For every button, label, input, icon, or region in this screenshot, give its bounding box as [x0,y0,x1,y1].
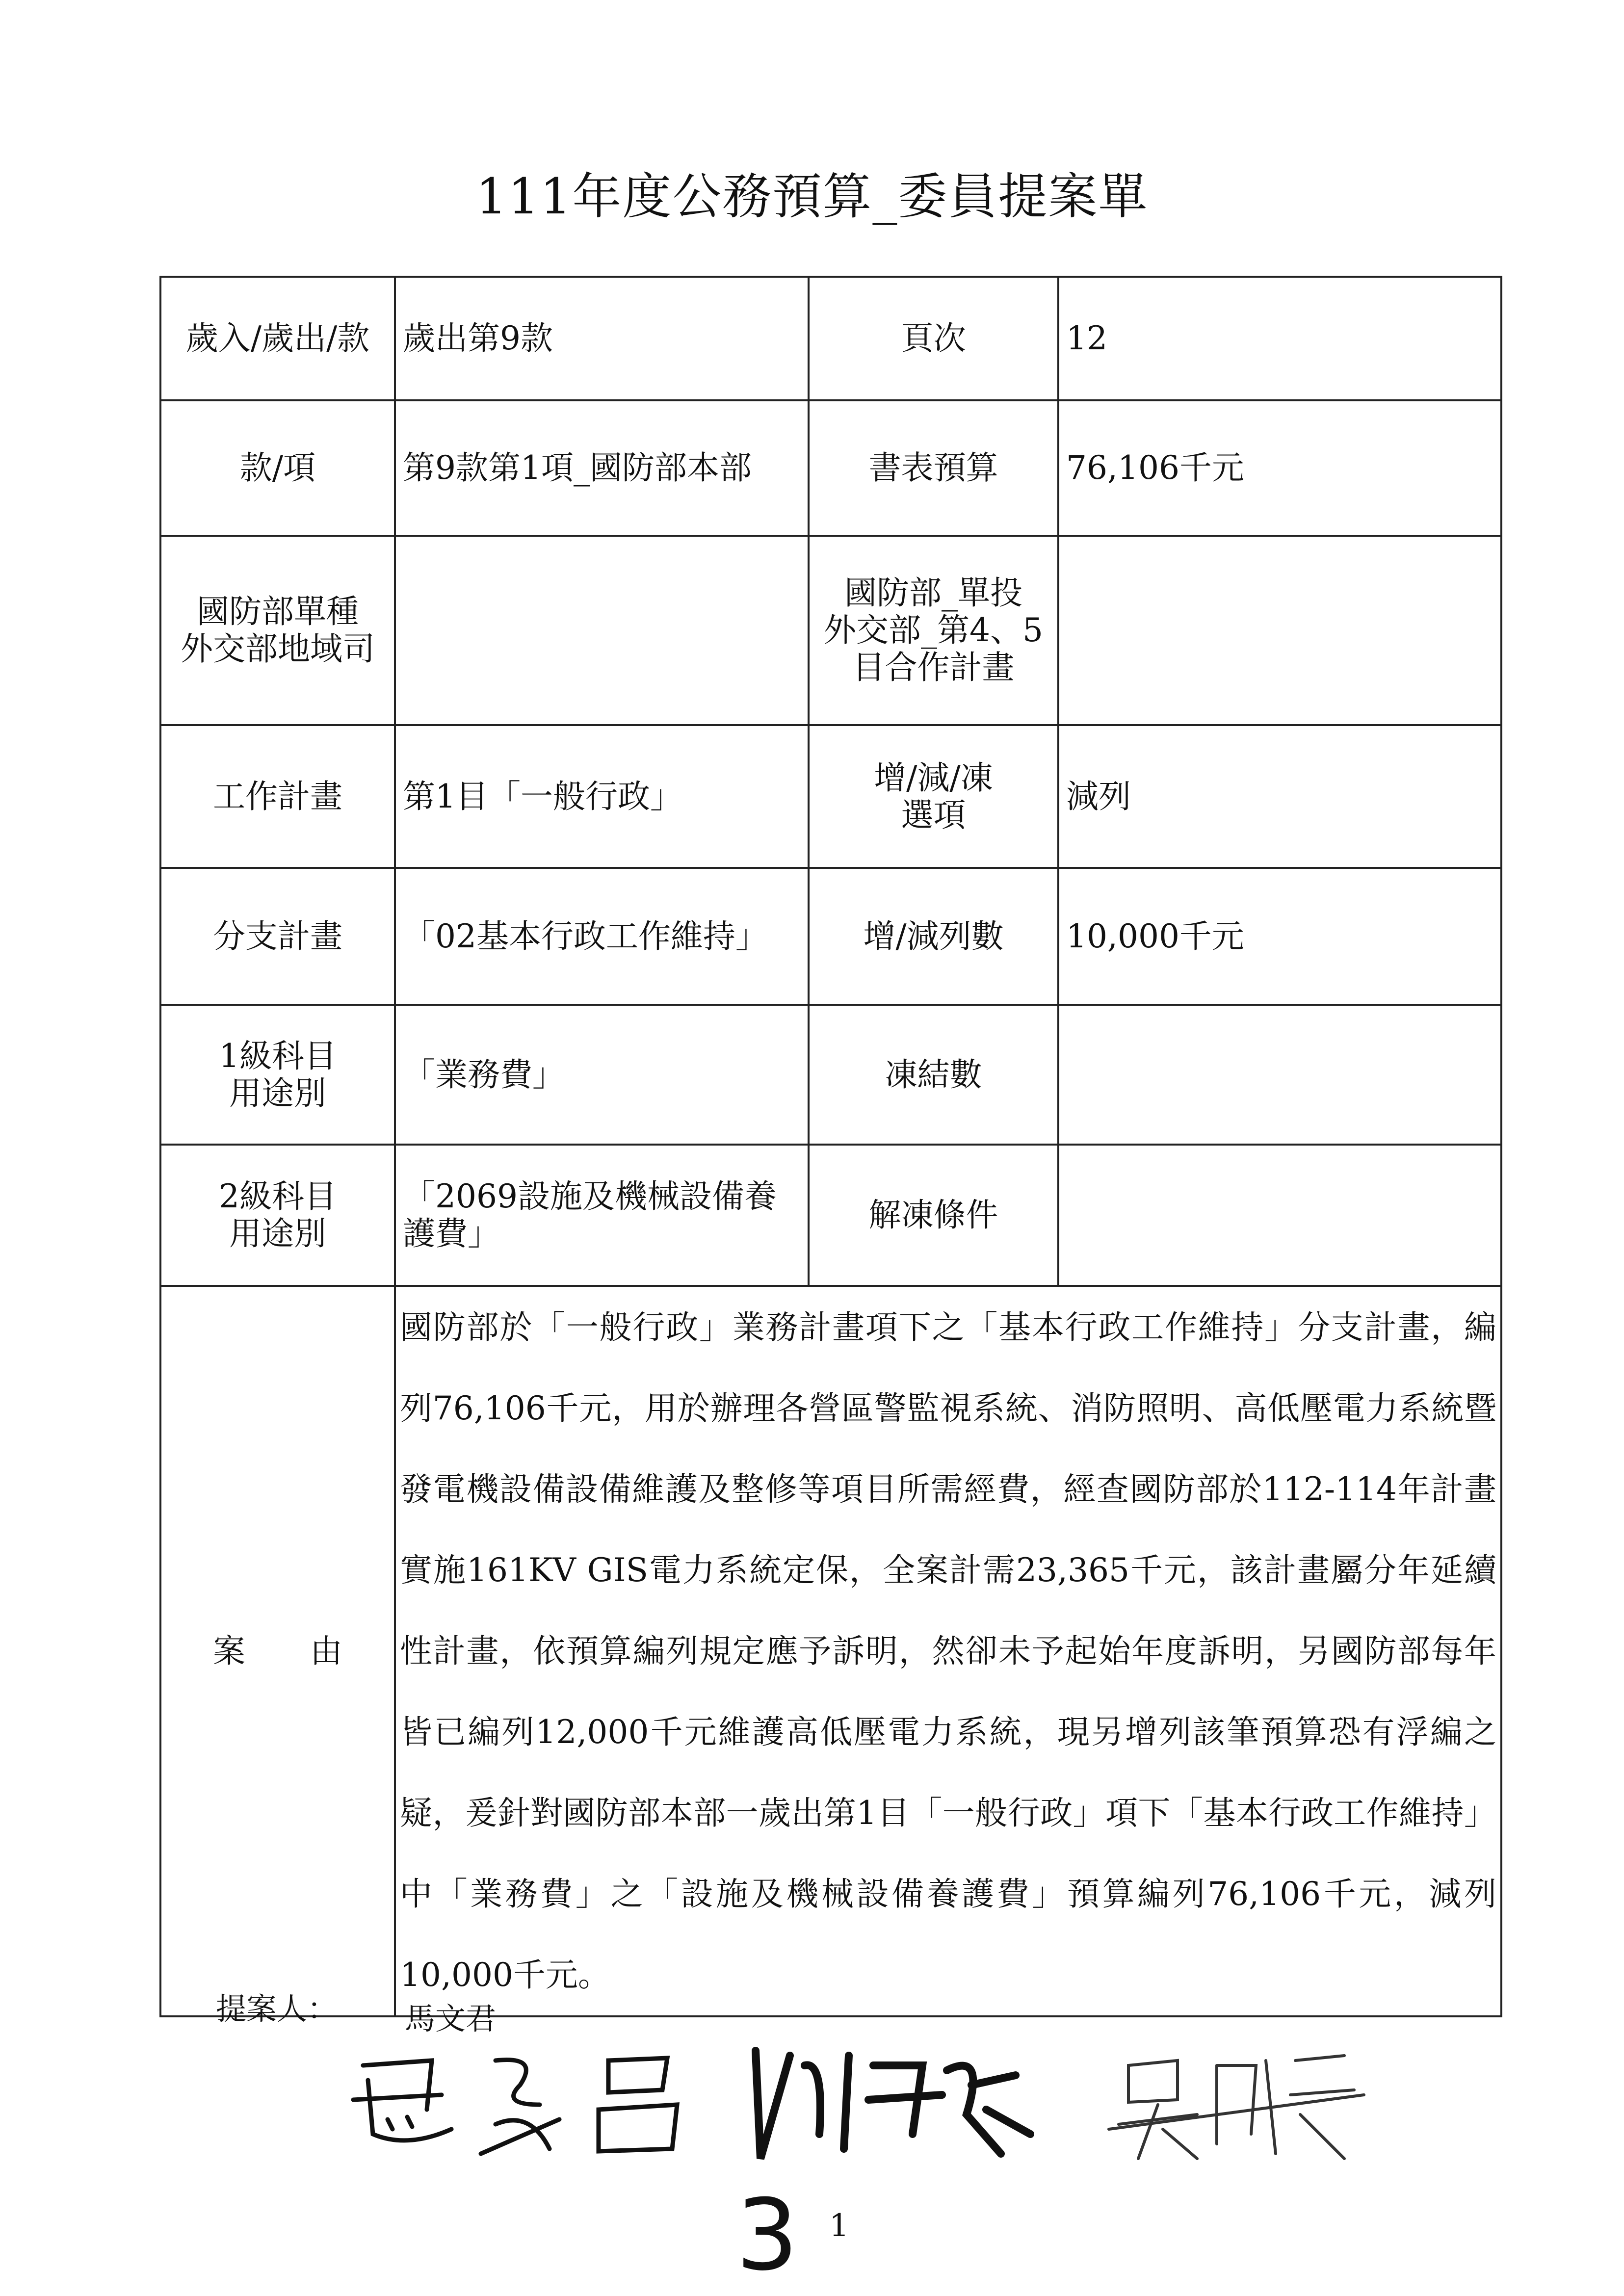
proposal-table [159,276,1502,2017]
field-value: 歲出第9款 [395,277,809,400]
field-label: 1級科目 用途別 [160,1005,395,1145]
table-row [160,868,1501,1005]
field-value: 第9款第1項_國防部本部 [395,400,809,536]
table-row [160,1005,1501,1145]
field-value: 減列 [1058,725,1501,868]
document-title: 111年度公務預算_委員提案單 [475,168,1149,225]
field-label: 歲入/歲出/款 [160,277,395,400]
field-label: 凍結數 [809,1005,1058,1145]
handwritten-number: 3 [736,2178,799,2293]
field-label: 工作計畫 [160,725,395,868]
signature-3 [1109,2056,1364,2159]
field-value: 「2069設施及機械設備養 護費」 [395,1145,809,1286]
signature-1 [353,2058,677,2154]
reason-label: 案 由 [160,1286,395,2016]
table-row [160,1145,1501,1286]
field-label: 頁次 [809,277,1058,400]
field-value: 第1目「一般行政」 [395,725,809,868]
field-label: 分支計畫 [160,868,395,1005]
field-value [1058,536,1501,725]
page-number: 1 [829,2208,849,2244]
field-label: 解凍條件 [809,1145,1058,1286]
table-row [160,536,1501,725]
reason-row [160,1286,1501,2016]
field-value [1058,1005,1501,1145]
reason-text: 國防部於「一般行政」業務計畫項下之「基本行政工作維持」分支計畫，編列76,106千元，用於辦理各營區警監視系統、消防照明、高低壓電力系統暨發電機設備設備維護及整修等項目所需經費，經查國防部於112-114年計畫實施161KV GIS電力系統定保，全案計需23,365千元，該計畫屬分年延續性計畫，依預算編列規定應予訴明，然卻未予起始年度訴明，另國防部每年皆已編列12,000千元維護高低壓電力系統，現另增列該筆預算恐有浮編之疑，爰針對國防部本部一歲出第1目「一般行政」項下「基本行政工作維持」中「業務費」之「設施及機械設備養護費」預算編列76,106千元，減列10,000千元。 [395,1286,1501,2016]
proposer-label: 提案人： [216,1991,338,2027]
field-value [395,536,809,725]
field-label: 2級科目 用途別 [160,1145,395,1286]
table-row [160,400,1501,536]
field-value: 12 [1058,277,1501,400]
table-row [160,725,1501,868]
field-label: 國防部單種 外交部地域司 [160,536,395,725]
field-value: 10,000千元 [1058,868,1501,1005]
signature-2 [756,2051,1030,2159]
field-value: 「業務費」 [395,1005,809,1145]
field-label: 款/項 [160,400,395,536]
table-row [160,277,1501,400]
field-label: 國防部_單投 外交部_第4、5 目合作計畫 [809,536,1058,725]
field-label: 書表預算 [809,400,1058,536]
proposer-name: 馬文君 [405,2001,497,2036]
field-value: 76,106千元 [1058,400,1501,536]
field-label: 增/減列數 [809,868,1058,1005]
handwritten-signatures [334,2036,1511,2183]
field-value: 「02基本行政工作維持」 [395,868,809,1005]
field-value [1058,1145,1501,1286]
field-label: 增/減/凍 選項 [809,725,1058,868]
